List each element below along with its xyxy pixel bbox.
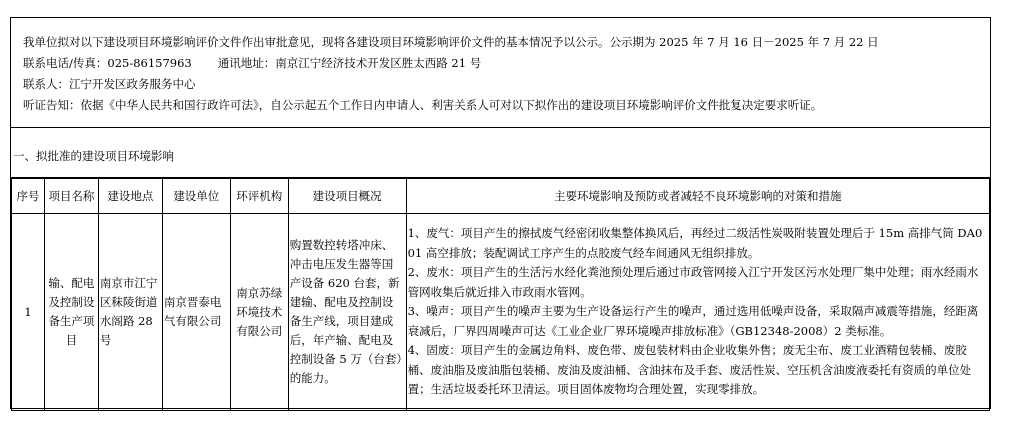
cell-location: 南京市江宁区秣陵街道水阁路 28 号	[98, 214, 162, 411]
header-unit: 建设单位	[162, 179, 230, 214]
header-seq: 序号	[12, 179, 45, 214]
cell-measures	[406, 214, 989, 411]
header-agency: 环评机构	[230, 179, 288, 214]
project-table	[11, 178, 990, 411]
phone-label: 联系电话/传真：	[23, 56, 108, 70]
notice-frame	[10, 17, 991, 409]
table-header-row	[12, 179, 990, 214]
cell-agency: 南京苏绿环境技术有限公司	[230, 214, 288, 411]
cell-seq: 1	[12, 214, 45, 411]
address-label: 通讯地址：	[217, 56, 276, 70]
notice-block	[11, 18, 990, 128]
cell-unit: 南京晋泰电气有限公司	[162, 214, 230, 411]
section-heading	[11, 128, 990, 178]
notice-intro: 我单位拟对以下建设项目环境影响评价文件作出审批意见，现将各建设项目环境影响评价文件的基本情况予以公示。公示期为 2025 年 7 月 16 日－2025 年 7 月 22 日	[23, 35, 879, 49]
contact-person-line	[23, 76, 196, 92]
measure-wastewater: 2、废水：项目产生的生活污水经化粪池预处理后通过市政管网接入江宁开发区污水处理厂集中处理；雨水经雨水管网收集后就近排入市政雨水管网。	[407, 265, 979, 299]
table-row	[12, 214, 990, 411]
measure-solid-waste: 4、固废：项目产生的金属边角料、废色带、废包装材料由企业收集外售；废无尘布、废工业酒精包装桶、废胶桶、废油脂及废油脂包装桶、废油及废油桶、含油抹布及手套、废活性炭、空压机含油废液委托有资质的单位处置；生活垃圾委托环卫清运。项目固体废物均合理处置，实现零排放。	[407, 343, 972, 397]
contact-info-line	[23, 55, 481, 71]
cell-project-name: 输、配电及控制设备生产项目	[44, 214, 98, 411]
contact-label: 联系人：	[23, 77, 69, 91]
phone-value: 025-86157963	[107, 56, 192, 70]
hearing-notice: 听证告知：依据《中华人民共和国行政许可法》，自公示起五个工作日内申请人、利害关系人可对以下拟作出的建设项目环境影响评价文件批复决定要求听证。	[23, 98, 823, 112]
header-overview: 建设项目概况	[288, 179, 406, 214]
header-project-name: 项目名称	[44, 179, 98, 214]
measure-noise: 3、噪声：项目产生的噪声主要为生产设备运行产生的噪声，通过选用低噪声设备，采取隔声减震等措施，经距离衰减后，厂界四周噪声可达《工业企业厂界环境噪声排放标准》（GB12348-2008）2 类标准。	[407, 304, 979, 338]
contact-value: 江宁开发区政务服务中心	[69, 77, 196, 91]
measure-exhaust-gas: 1、废气：项目产生的擦拭废气经密闭收集整体换风后，再经过二级活性炭吸附装置处理后于 15m 高排气筒 DA001 高空排放；装配调试工序产生的点胶废气经车间通风无组织排放。	[407, 226, 983, 260]
header-measures: 主要环境影响及预防或者减轻不良环境影响的对策和措施	[406, 179, 989, 214]
header-location: 建设地点	[98, 179, 162, 214]
address-value: 南京江宁经济技术开发区胜太西路 21 号	[275, 56, 482, 70]
section-title: 一、拟批准的建设项目环境影响	[13, 149, 174, 163]
cell-overview: 购置数控转塔冲床、冲击电压发生器等国产设备 620 台套，新建输、配电及控制设备生产线，项目建成后，年产输、配电及控制设备 5 万（台套）的能力。	[288, 214, 406, 411]
